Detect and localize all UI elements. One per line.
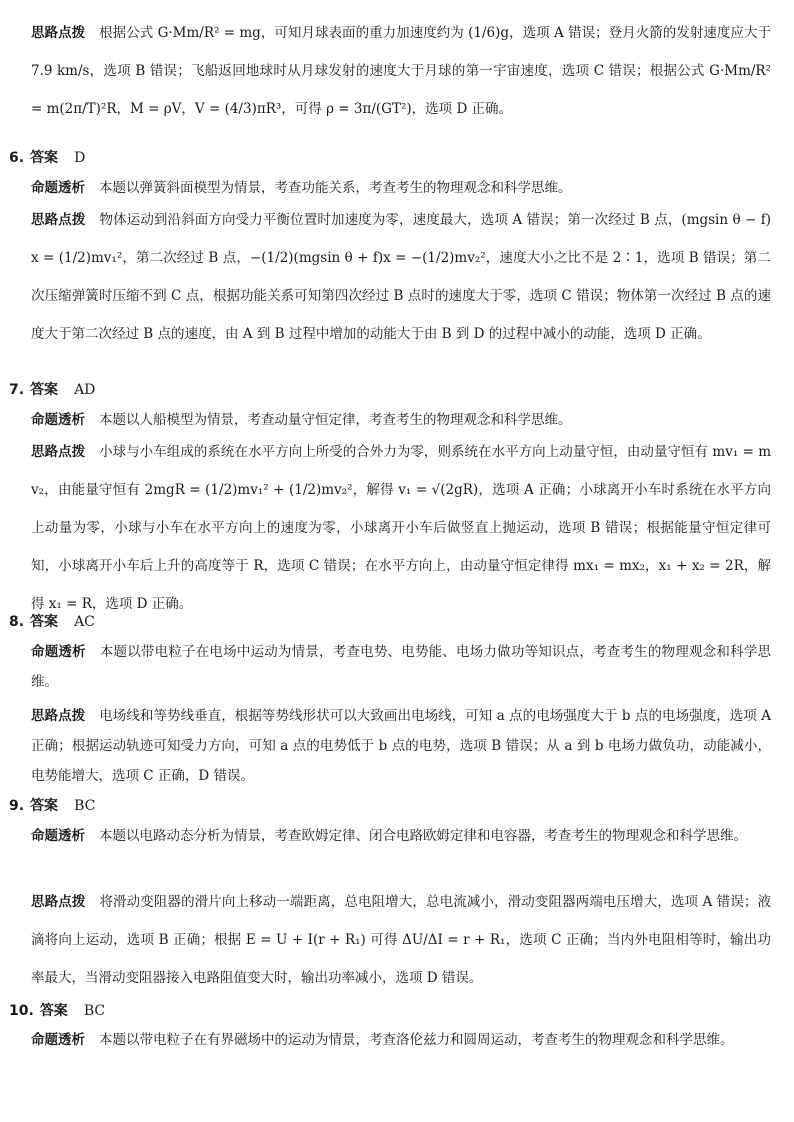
intent-label: 命题透析: [31, 828, 85, 844]
intent-text: 本题以带电粒子在电场中运动为情景，考查电势、电势能、电场力做功等知识点，考查考生的物理观念和科学思维。: [31, 644, 772, 690]
intent-text: 本题以带电粒子在有界磁场中的运动为情景，考查洛伦兹力和圆周运动，考查考生的物理观念和科学思维。: [99, 1032, 734, 1048]
intent-text: 本题以弹簧斜面模型为情景，考查功能关系，考查考生的物理观念和科学思维。: [99, 180, 572, 196]
tips-text: 小球与小车组成的系统在水平方向上所受的合外力为零，则系统在水平方向上动量守恒，由动量守恒有 mv₁ = mv₂，由能量守恒有 2mgR = (1/2)mv₁² + (1/2)mv₂²，解得 v₁ = √(2gR)，选项 A 正确；小球离开小车时系统在水平方向上动量为零，小球与小车在水平方向上的速度为零，小球离开小车后做竖直上抛运动，选项 B 错误；根据能量守恒定律可知，小球离开小车后上升的高度等于 R，选项 C 错误；在水平方向上，由动量守恒定律得 mx₁ = mx₂，x₁ + x₂ = 2R，解得 x₁ = R，选项 D 正确。: [31, 444, 772, 612]
q9-intent-paragraph: [31, 821, 771, 851]
tips-text: 根据公式 G·Mm/R² = mg，可知月球表面的重力加速度约为 (1/6)g，选项 A 错误；登月火箭的发射速度应大于 7.9 km/s，选项 B 错误；飞船返回地球时从月球发射的速度大于月球的第一宇宙速度，选项 C 错误；根据公式 G·Mm/R² = m(2π/T)²R，M = ρV，V = (4/3)πR³，可得 ρ = 3π/(GT²)，选项 D 正确。: [31, 25, 772, 117]
intent-text: 本题以人船模型为情景，考查动量守恒定律，考查考生的物理观念和科学思维。: [99, 412, 572, 428]
answer-label: 答案: [39, 1003, 68, 1019]
q6-tips-paragraph: [31, 201, 771, 353]
q6-answer-line: [9, 148, 85, 168]
q7-answer-line: [9, 380, 95, 400]
intent-label: 命题透析: [31, 180, 85, 196]
q7-tips-paragraph: [31, 433, 771, 623]
q5-tips-paragraph: [31, 14, 771, 128]
answer-value: BC: [74, 798, 96, 814]
intent-label: 命题透析: [31, 644, 86, 660]
question-number: 6.: [9, 150, 25, 166]
question-number: 8.: [9, 614, 25, 630]
answer-value: AC: [74, 614, 95, 630]
intent-label: 命题透析: [31, 1032, 85, 1048]
q10-answer-line: [9, 1001, 105, 1021]
tips-label: 思路点拨: [31, 25, 86, 41]
tips-text: 物体运动到沿斜面方向受力平衡位置时加速度为零，速度最大，选项 A 错误；第一次经过 B 点，(mgsin θ − f)x = (1/2)mv₁²，第二次经过 B 点，−(1/2)(mgsin θ + f)x = −(1/2)mv₂²，速度大小之比不是 2∶1，选项 B 错误；第二次压缩弹簧时压缩不到 C 点，根据功能关系可知第四次经过 B 点时的速度大于零，选项 C 错误；物体第一次经过 B 点的速度大于第二次经过 B 点的速度，由 A 到 B 过程中增加的动能大于由 B 到 D 的过程中减小的动能，选项 D 正确。: [31, 212, 772, 342]
intent-text: 本题以电路动态分析为情景，考查欧姆定律、闭合电路欧姆定律和电容器，考查考生的物理观念和科学思维。: [99, 828, 747, 844]
question-number: 10.: [9, 1003, 34, 1019]
tips-text: 将滑动变阻器的滑片向上移动一端距离，总电阻增大，总电流减小，滑动变阻器两端电压增大，选项 A 错误；液滴将向上运动，选项 B 正确；根据 E = U + I(r + R₁) 可得 ΔU/ΔI = r + R₁，选项 C 正确；当内外电阻相等时，输出功率最大，当滑动变阻器接入电路阻值变大时，输出功率减小，选项 D 错误。: [31, 894, 771, 986]
answer-value: BC: [83, 1003, 106, 1019]
q8-answer-line: [9, 612, 95, 632]
answer-label: 答案: [30, 614, 59, 630]
tips-label: 思路点拨: [31, 894, 86, 910]
tips-label: 思路点拨: [31, 212, 86, 228]
q7-intent-paragraph: [31, 405, 771, 435]
question-number: 7.: [9, 382, 25, 398]
q10-intent-paragraph: [31, 1025, 771, 1055]
q6-intent-paragraph: [31, 173, 771, 203]
tips-label: 思路点拨: [31, 444, 86, 460]
answer-value: D: [74, 150, 86, 166]
tips-label: 思路点拨: [31, 708, 86, 724]
q8-intent-paragraph: [31, 637, 771, 697]
answer-value: AD: [74, 382, 96, 398]
answer-label: 答案: [30, 798, 59, 814]
answer-label: 答案: [30, 382, 59, 398]
answer-label: 答案: [30, 150, 59, 166]
q9-tips-paragraph: [31, 883, 771, 997]
intent-label: 命题透析: [31, 412, 85, 428]
question-number: 9.: [9, 798, 25, 814]
tips-text: 电场线和等势线垂直，根据等势线形状可以大致画出电场线，可知 a 点的电场强度大于 b 点的电场强度，选项 A 正确；根据运动轨迹可知受力方向，可知 a 点的电势低于 b 点的电势，选项 B 错误；从 a 到 b 电场力做负功，动能减小，电势能增大，选项 C 正确，D 错误。: [31, 708, 771, 784]
q8-tips-paragraph: [31, 701, 771, 791]
q9-answer-line: [9, 796, 95, 816]
